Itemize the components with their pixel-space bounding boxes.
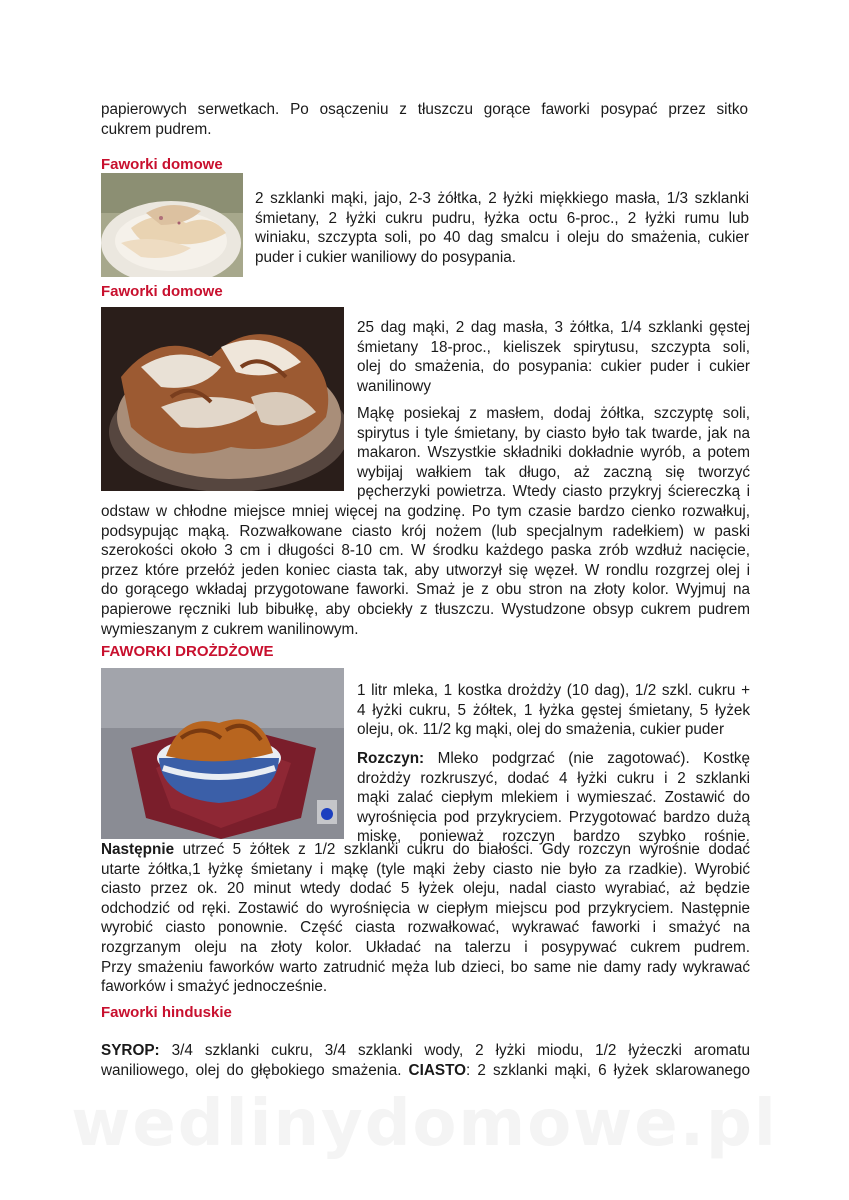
text-span: Mleko podgrzać (nie zagotować). Kostkę — [424, 750, 750, 767]
text-line: odchodzić od ręki. Zostawić do wyrośnięcia w ciepłym miejscu pod przykryciem. Następnie — [101, 899, 750, 917]
text-line: rozgrzanym oleju na złoty kolor. Układać na talerzu i posypywać cukrem pudrem. — [101, 938, 750, 956]
recipe-title: Faworki domowe — [101, 156, 223, 173]
text-line: do gorącego wkładaj przygotowane faworki. Smaż je z obu stron na złoty kolor. Wyjmuj na — [101, 581, 750, 599]
syrop-text — [101, 1041, 750, 1080]
watermark: wedlinydomowe.pl — [71, 1087, 778, 1161]
faworki-photo-1 — [101, 173, 243, 277]
text-line: Przy smażeniu faworków warto zatrudnić męża lub dzieci, bo same nie damy rady wykrawać — [101, 958, 750, 976]
text-line: olej do smażenia, do posypania: cukier puder i cukier — [357, 358, 750, 376]
text-line: drożdży rozkruszyć, dodać 4 łyżki cukru i 2 szklanki — [357, 769, 750, 787]
text-line: papierowych serwetkach. Po osączeniu z tłuszczu gorące faworki posypać przez sitko — [101, 101, 748, 118]
faworki-photo-2 — [101, 307, 344, 491]
text-line: wanilinowy — [357, 377, 431, 395]
text-line: pęcherzyki powietrza. Wtedy ciasto przykryj ściereczką i — [357, 483, 750, 501]
text-line: puder i cukier waniliowy do posypania. — [255, 248, 517, 266]
text-span: waniliowego, olej do głębokiego smażenia. — [101, 1061, 409, 1079]
text-line: przez które przełóż jeden koniec ciasta tak, aby utworzył się węzeł. W rondlu rozgrzej olej i — [101, 561, 750, 579]
text-line: 1 litr mleka, 1 kostka drożdży (10 dag), 1/2 szkl. cukru + — [357, 682, 750, 699]
ingredients-text — [357, 681, 750, 740]
text-line: szerokości około 3 cm i długości 8-10 cm. W środku każdego paska zrób wzdłuż nacięcie, — [101, 542, 750, 560]
text-line: spirytus i tyle śmietany, by ciasto było tak twarde, jak na — [357, 424, 750, 442]
text-line: cukrem pudrem. — [101, 120, 212, 138]
faworki-photo-3 — [101, 668, 344, 839]
recipe-title: Faworki domowe — [101, 283, 223, 300]
next-steps-text — [101, 840, 750, 997]
text-line: utarte żółtka,1 łyżkę śmietany i mąkę (tyle mąki żeby ciasto nie było za rzadkie). Wyrobić — [101, 860, 750, 878]
intro-text — [101, 100, 748, 139]
next-label: Następnie — [101, 841, 175, 858]
text-line: wyrobić ciasto ponownie. Część ciasta rozwałkować, wykrawać faworki i smażyć na — [101, 919, 750, 937]
text-line: 2 szklanki mąki, jajo, 2-3 żółtka, 2 łyżki miękkiego masła, 1/3 szklanki — [255, 190, 749, 207]
text-line: ciasto przez ok. 20 minut wtedy dodać 5 łyżek oleju, nadal ciasto wyrabiać, aż będzie — [101, 880, 750, 898]
method-full-text — [101, 502, 750, 639]
text-line: makaron. Wszystkie składniki dokładnie wyrób, a potem — [357, 444, 750, 462]
text-line: papierowe ręczniki lub bibułkę, aby obciekły z tłuszczu. Wystudzone obsyp cukrem pudrem — [101, 600, 750, 618]
text-line: 4 łyżki cukru, 5 żółtek, 1 łyżka gęstej śmietany, 5 łyżek — [357, 701, 750, 719]
ingredients-text — [255, 189, 749, 267]
recipe-title: Faworki hinduskie — [101, 1004, 232, 1021]
text-span: : 2 szklanki mąki, 6 łyżek sklarowanego — [466, 1061, 750, 1079]
ingredients-text — [357, 318, 750, 396]
text-line: śmietany 18-proc., kieliszek spirytusu, szczypta soli, — [357, 338, 750, 356]
text-line — [101, 1061, 750, 1081]
rozczyn-text — [357, 749, 750, 847]
text-line: miskę, ponieważ rozczyn bardzo szybko rośnie. — [357, 828, 750, 846]
ciasto-label: CIASTO — [408, 1061, 467, 1079]
text-line: odstaw w chłodne miejsce mniej więcej na godzinę. Po tym czasie bardzo cienko rozwałkuj, — [101, 503, 750, 520]
text-line: faworków i smażyć jednocześnie. — [101, 978, 328, 996]
text-span: utrzeć 5 żółtek z 1/2 szklanki cukru do białości. Gdy rozczyn wyrośnie dodać — [174, 841, 750, 858]
rozczyn-label: Rozczyn: — [357, 750, 425, 767]
text-line — [101, 1041, 750, 1061]
text-line — [357, 749, 750, 769]
syrop-label: SYROP: — [101, 1042, 160, 1059]
text-line: mąki zalać ciepłym mlekiem i wymieszać. Zostawić do — [357, 789, 750, 807]
text-line: 25 dag mąki, 2 dag masła, 3 żółtka, 1/4 szklanki gęstej — [357, 319, 750, 336]
text-line — [101, 840, 750, 860]
text-line: wymieszanym z cukrem wanilinowym. — [101, 620, 359, 638]
text-line: Mąkę posiekaj z masłem, dodaj żółtka, szczyptę soli, — [357, 405, 750, 422]
text-line: winiaku, szczypta soli, po 40 dag smalcu i oleju do smażenia, cukier — [255, 229, 749, 247]
text-span: 3/4 szklanki cukru, 3/4 szklanki wody, 2 łyżki miodu, 1/2 łyżeczki aromatu — [159, 1042, 750, 1059]
recipe-title: FAWORKI DROŻDŻOWE — [101, 643, 274, 660]
text-line: śmietany, 2 łyżki cukru pudru, łyżka octu 6-proc., 2 łyżki rumu lub — [255, 209, 749, 227]
text-line: wyrośnięcia pod przykryciem. Przygotować bardzo dużą — [357, 808, 750, 826]
method-side-text — [357, 404, 750, 502]
text-line: podsypując mąką. Rozwałkowane ciasto krój nożem (lub specjalnym radełkiem) w paski — [101, 522, 750, 540]
text-line: wybijaj wałkiem tak długo, aż zaczną się tworzyć — [357, 463, 750, 481]
text-line: oleju, ok. 11/2 kg mąki, olej do smażenia, cukier puder — [357, 721, 725, 739]
